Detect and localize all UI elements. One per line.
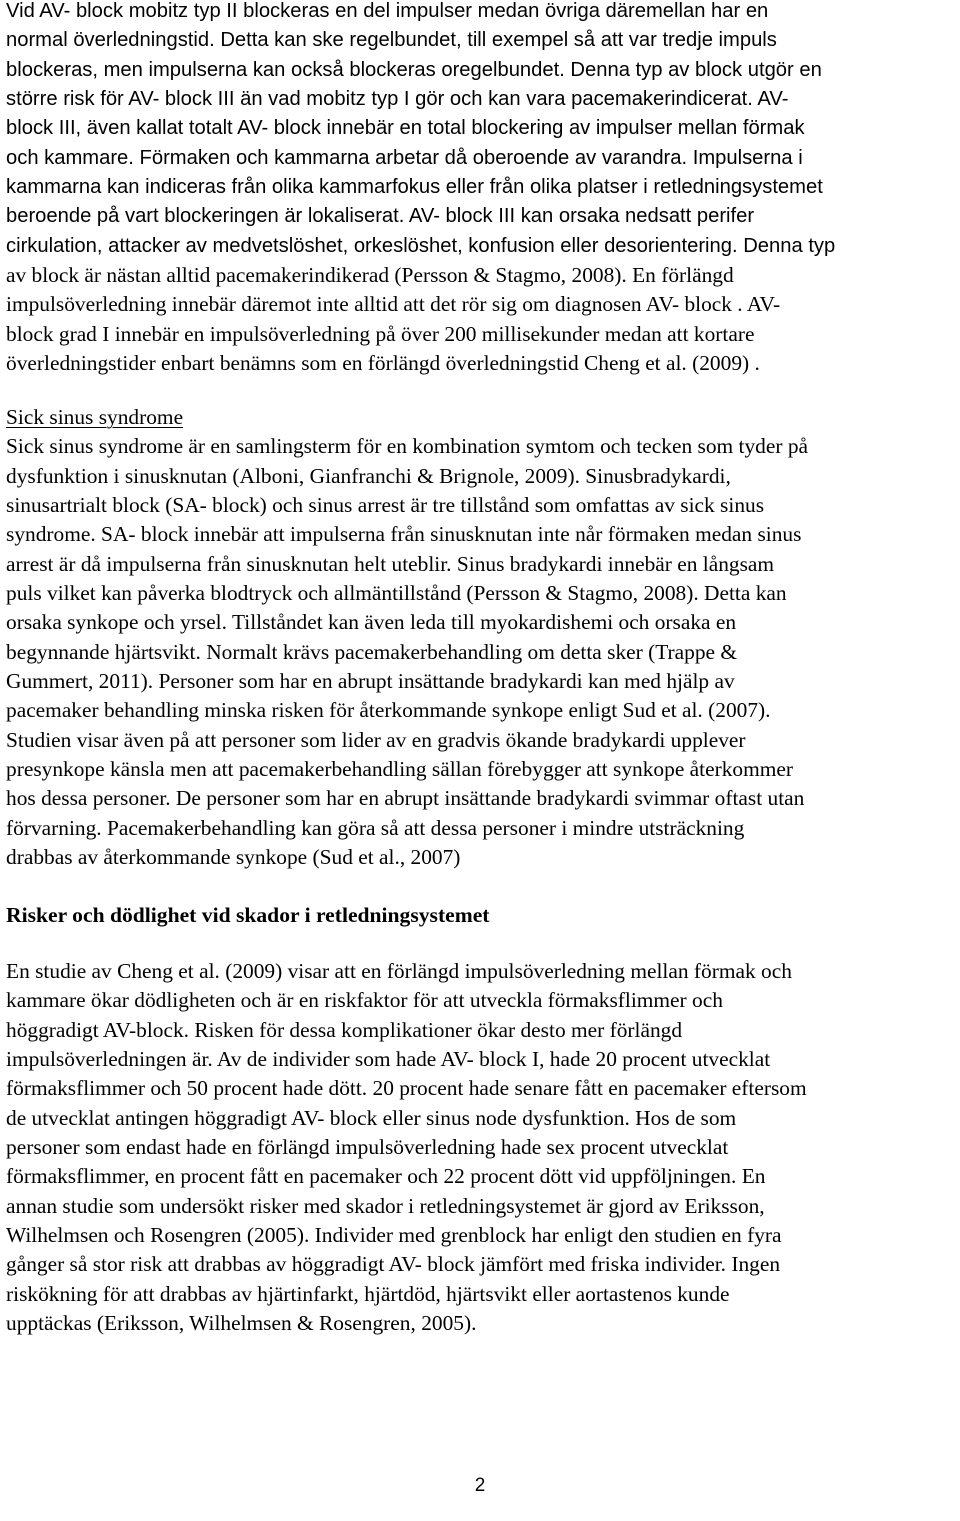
text-line: cirkulation, attacker av medvetslöshet, orkeslöshet, konfusion eller desorientering. Denna typ (6, 234, 836, 257)
page-number: 2 (474, 1475, 486, 1496)
text-line: block grad I innebär en impulsöverledning på över 200 millisekunder medan att kortare (6, 321, 755, 346)
text-line: Vid AV- block mobitz typ II blockeras en del impulser medan övriga däremellan har en (6, 0, 769, 22)
av-block-paragraph (6, 0, 835, 378)
text-line: höggradigt AV-block. Risken för dessa komplikationer ökar desto mer förlängd (6, 1017, 683, 1042)
sick-sinus-section (6, 403, 808, 873)
text-line: syndrome. SA- block innebär att impulserna från sinusknutan inte når förmaken medan sinus (6, 522, 802, 547)
section-heading-risker: Risker och dödlighet vid skador i retledningsystemet (6, 903, 490, 927)
text-line: drabbas av återkommande synkope (Sud et al., 2007) (6, 845, 461, 870)
text-line: blockeras, men impulserna kan också blockeras oregelbundet. Denna typ av block utgör en (6, 58, 822, 81)
text-line: impulsöverledningen är. Av de individer som hade AV- block I, hade 20 procent utvecklat (6, 1047, 771, 1072)
text-line: annan studie som undersökt risker med skador i retledningsystemet är gjord av Eriksson, (6, 1193, 765, 1218)
text-line: och kammare. Förmaken och kammarna arbetar då oberoende av varandra. Impulserna i (6, 146, 803, 169)
text-line: sinusartrialt block (SA- block) och sinus arrest är tre tillstånd som omfattas av sick sinus (6, 493, 765, 518)
text-line: överledningstider enbart benämns som en förlängd överledningstid Cheng et al. (2009) . (6, 351, 760, 376)
text-line: förmaksflimmer, en procent fått en pacemaker och 22 procent dött vid uppföljningen. En (6, 1164, 766, 1189)
text-line: Wilhelmsen och Rosengren (2005). Individer med grenblock har enligt den studien en fyra (6, 1223, 782, 1248)
section-heading-sick-sinus: Sick sinus syndrome (6, 405, 184, 429)
text-line: av block är nästan alltid pacemakerindikerad (Persson & Stagmo, 2008). En förlängd (6, 263, 734, 288)
text-line: de utvecklat antingen höggradigt AV- block eller sinus node dysfunktion. Hos de som (6, 1105, 737, 1130)
text-line: pacemaker behandling minska risken för återkommande synkope enligt Sud et al. (2007). (6, 698, 771, 723)
text-line: impulsöverledning innebär däremot inte alltid att det rör sig om diagnosen AV- block . AV- (6, 292, 781, 317)
text-line: hos dessa personer. De personer som har en abrupt insättande bradykardi svimmar oftast utan (6, 786, 805, 811)
text-line: orsaka synkope och yrsel. Tillståndet kan även leda till myokardishemi och orsaka en (6, 610, 737, 635)
text-line: dysfunktion i sinusknutan (Alboni, Gianfranchi & Brignole, 2009). Sinusbradykardi, (6, 463, 731, 488)
text-line: block III, även kallat totalt AV- block innebär en total blockering av impulser mellan förmak (6, 117, 805, 140)
text-line: riskökning för att drabbas av hjärtinfarkt, hjärtdöd, hjärtsvikt eller aortastenos kunde (6, 1281, 730, 1306)
text-line: arrest är då impulserna från sinusknutan helt uteblir. Sinus bradykardi innebär en långsam (6, 551, 775, 576)
text-line: upptäckas (Eriksson, Wilhelmsen & Rosengren, 2005). (6, 1311, 477, 1336)
text-line: större risk för AV- block III än vad mobitz typ I gör och kan vara pacemakerindicerat. AV- (6, 88, 789, 111)
risker-paragraph (6, 957, 807, 1338)
text-line: puls vilket kan påverka blodtryck och allmäntillstånd (Persson & Stagmo, 2008). Detta kan (6, 581, 787, 606)
text-line: Studien visar även på att personer som lider av en gradvis ökande bradykardi upplever (6, 727, 746, 752)
text-line: beroende på vart blockeringen är lokaliserat. AV- block III kan orsaka nedsatt perifer (6, 205, 755, 228)
text-line: personer som endast hade en förlängd impulsöverledning hade sex procent utvecklat (6, 1135, 729, 1160)
text-line: kammarna kan indiceras från olika kammarfokus eller från olika platser i retledningsystemet (6, 176, 823, 199)
text-line: förvarning. Pacemakerbehandling kan göra så att dessa personer i mindre utsträckning (6, 815, 745, 840)
text-line: gånger så stor risk att drabbas av höggradigt AV- block jämfört med friska individer. Ingen (6, 1252, 781, 1277)
text-line: Sick sinus syndrome är en samlingsterm för en kombination symtom och tecken som tyder på (6, 434, 809, 459)
text-line: normal överledningstid. Detta kan ske regelbundet, till exempel så att var tredje impuls (6, 29, 777, 52)
text-line: Gummert, 2011). Personer som har en abrupt insättande bradykardi kan med hjälp av (6, 669, 735, 694)
text-line: förmaksflimmer och 50 procent hade dött. 20 procent hade senare fått en pacemaker eftersom (6, 1076, 807, 1101)
text-line: presynkope känsla men att pacemakerbehandling sällan förebygger att synkope återkommer (6, 757, 794, 782)
text-line: kammare ökar dödligheten och är en riskfaktor för att utveckla förmaksflimmer och (6, 988, 723, 1013)
text-line: En studie av Cheng et al. (2009) visar att en förlängd impulsöverledning mellan förmak och (6, 959, 792, 983)
text-line: begynnande hjärtsvikt. Normalt krävs pacemakerbehandling om detta sker (Trappe & (6, 639, 738, 664)
